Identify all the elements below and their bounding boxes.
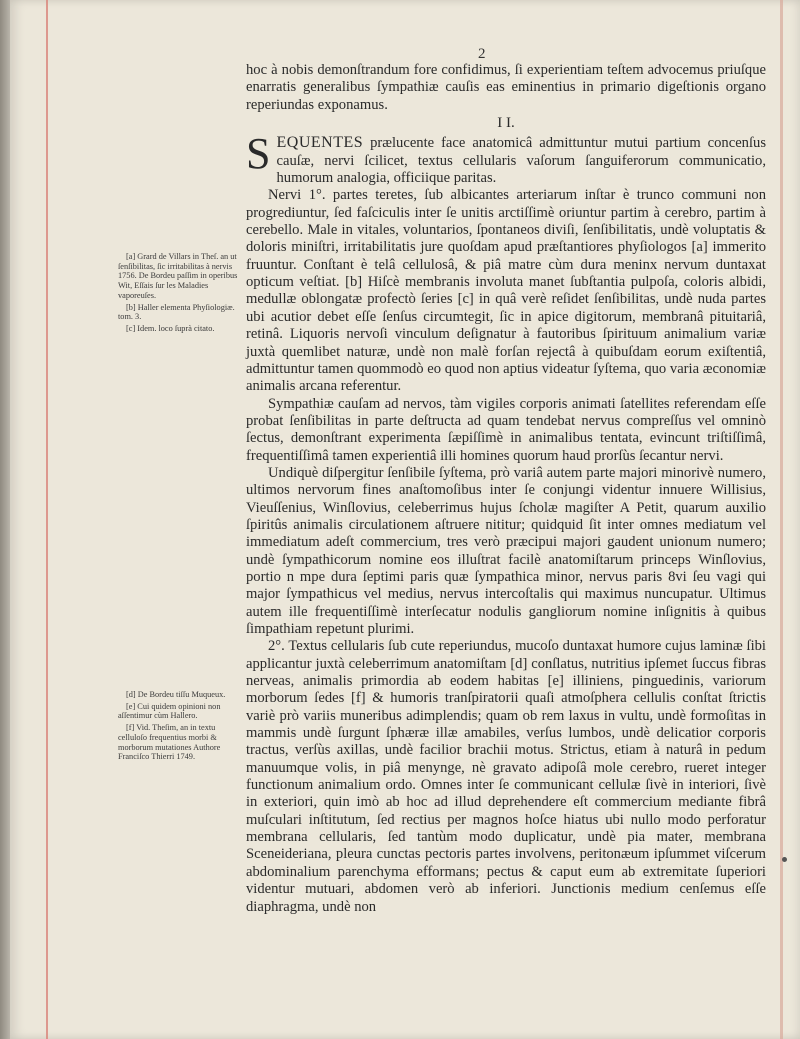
- main-text-column: [246, 62, 766, 916]
- paragraph-1: [246, 129, 766, 187]
- page-number: 2: [478, 46, 486, 62]
- paragraph-1-lead: EQUENTES: [276, 134, 364, 152]
- ink-spot: [782, 857, 787, 862]
- note-d: [d] De Bordeu tiſſu Muqueux.: [126, 690, 226, 699]
- note-f: [f] Vid. Theſim, an in textu celluloſo frequentius morbi & morborum mutationes Authore Franciſco Thierri 1749.: [118, 723, 221, 762]
- paragraph-4: Undiquè diſpergitur ſenſibile ſyſtema, prò variâ autem parte majori minorivè numero, ultimos nervorum fines anaſtomoſibus inter ſe conjungi videntur innuere Willisius, Vieuſſenius, Winſlovius, celeberrimus hujus ſcholæ magiſter A Petit, quarum auxilio ſpiritûs animalis circulationem aſtruere nititur; quidquid ſit inter omnes mediatum vel immediatum adeſt commercium, tres verò præcipui majori gaudent unionum numero; undè ſympathicorum nomine eos illuſtrat facilè anatomiſtarum princeps Winſlovius, portio n mpe dura ſeptimi paris quæ ſympathica minor, nervus paris 8vi ſeu vagi qui major ſympathicus vel medius, nervus intercoſtalis qui maximus nuncupatur. Ultimus autem ille frequentiſſimè interſecatur nodulis gangliorum nomine inſignitis à quibus ſimpathiam repetunt plurimi.: [246, 464, 766, 637]
- paragraph-2: Nervi 1°. partes teretes, ſub albicantes arteriarum inſtar è trunco communi non progrediuntur, ſed faſciculis inter ſe unitis arctiſſimè oriuntur partim à cerebro, partim à cerebello. Male in vitales, voluntarios, ſpontaneos diviſi, ſenſibilitatis, undè voluptatis & doloris miniſtri, irritabilitatis jure quoſdam apud præſtantiores phyſiologos [a] immerito fruuntur. Conſtant è telâ cellulosâ, & piâ matre cùm dura meninx nervum duntaxat opticum veſtiat. [b] Hiſcè membranis involuta manet ſubſtantia pulpoſa, coloris albidi, medullæ oblongatæ profectò ſeries [c] in quâ verè reſidet ſenſibilitas, undè nuda partes ubi acutior debet eſſe ſenſus circumtegit, ſic in apice digitorum, membranâ pituitariâ, retinâ. Liquoris nervoſi vinculum deſignatur à fautoribus ſpirituum animalium variæ juxtà quemlibet naturæ, undè non malè forſan rejectâ à quibuſdam eorum exiſtentiâ, admittuntur tamen quommodò eo quod non aptius videatur ſyſtema, quo varia æconomiæ animalis arcana referentur.: [246, 187, 766, 395]
- book-fold-shadow: [0, 0, 10, 1039]
- note-a: [a] Grard de Villars in Theſ. an ut ſenſibilitas, ſic irritabilitas à nervis 1756. De Bordeu paſſim in operibus Wit, Eſſais ſur les Maladies vaporeuſes.: [118, 252, 238, 300]
- note-b: [b] Haller elementa Phyſiologiæ. tom. 3.: [118, 302, 235, 322]
- paragraph-3: Sympathiæ cauſam ad nervos, tàm vigiles corporis animati ſatellites referendam eſſe probat ſenſibilitas in parte deſtructa ad quam tendebat nervus compreſſus vel omninò ſectus, demonſtrant experimenta ſæpiſſimè in animalibus tentata, evincunt triſtiſſimâ, frequentiſſimâ tamen experientiâ illi homines quorum haud prorſùs ſecantur nervi.: [246, 395, 766, 464]
- section-number: I I.: [497, 115, 515, 132]
- marginal-notes-lower: [118, 690, 240, 764]
- intro-paragraph: hoc à nobis demonſtrandum fore confidimus, ſi experientiam teſtem advocemus priuſque enarratis generalibus ſympathiæ cauſis eas eminentius in primario digeſtionis organo reperiundas exponamus.: [246, 62, 766, 113]
- margin-rule: [46, 0, 48, 1039]
- page-edge-rule: [780, 0, 783, 1039]
- note-c: [c] Idem. loco ſuprà citato.: [126, 323, 215, 333]
- paragraph-1-text: prælucente face anatomicâ admittuntur mutui partium concenſus cauſæ, nervi ſcilicet, textus cellularis vaſorum ſanguiferorum communicatio, humorum analogia, officiique paritas.: [276, 135, 766, 187]
- paragraph-5: 2°. Textus cellularis ſub cute reperiundus, mucoſo duntaxat humore cujus laminæ ſibi applicantur juxtà celeberrimum anatomiſtam [d] conſlatus, nutritius ipſemet ſuccus fibras nerveas, animalis primordia ab eodem habitas [e] illiniens, pinguedinis, variorum morborum ſedes [f] & humoris tranſpiratorii quaſi atmoſphera cellulis conſtat ſtrictis variè prò variis muneribus adimplendis; quam ob rem laxus in vultu, undè formoſitas in mammis undè ſurgunt ſphæræ illæ amabiles, verſus lumbos, undè delicatior corporis tractus, verſùs axillas, undè facilior brachii motus. Strictus, etiam à naturâ in pedum manuumque volis, in piâ menynge, nè gravato adipoſâ mole cerebro, rueret integer functionum animalium ordo. Omnes inter ſe communicant cellulæ ſivè in interiori, ſivè in exteriori, quin imò ab hoc ad illud deprehendere eſt commercium mediante fibrâ muſculari inſtitutum, ſed rectius per magnos hoſce hiatus ubi nullo modo perforatur membrana cellularis, ſed tantùm modo duplicatur, undè pia mater, membrana Sceneideriana, pleura cunctas pectoris partes involvens, peritonæum ipſummet viſcerum abdominalium parenchyma efformans; pectus & caput eum ab extremitate ſuperiori videntur mutuari, abdomen verò ab inferiori. Junctionis medium cenſemus eſſe diaphragma, undè non: [246, 638, 766, 915]
- note-e: [e] Cui quidem opinioni non aſſentimur cùm Hallero.: [118, 701, 221, 721]
- marginal-notes-upper: [118, 252, 240, 336]
- drop-cap: S: [246, 129, 271, 179]
